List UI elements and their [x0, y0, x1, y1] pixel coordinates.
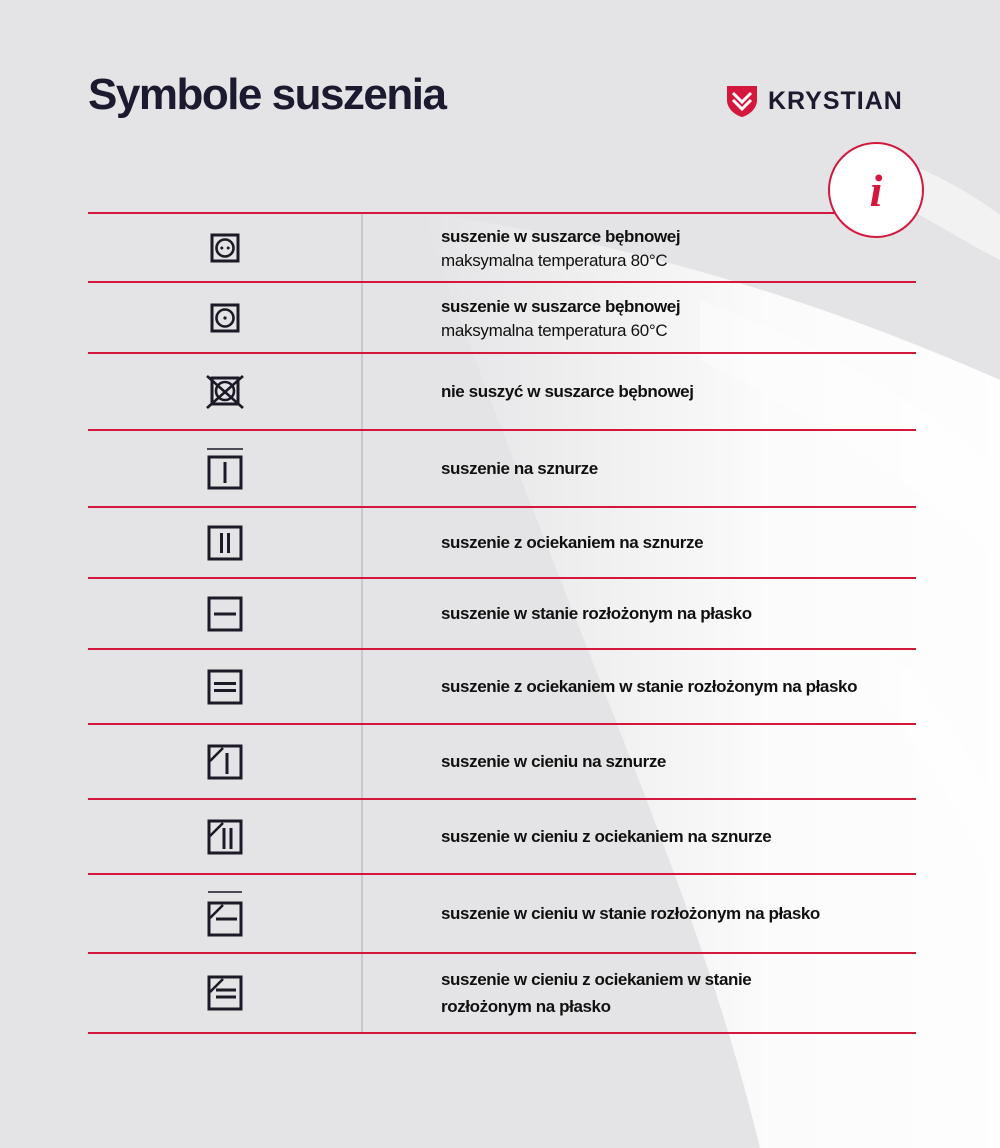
symbols-table — [88, 212, 916, 1034]
symbol-cell — [88, 579, 361, 648]
row-label: suszenie w suszarce bębnowej — [441, 227, 681, 246]
dry-flat-icon — [207, 596, 243, 632]
dry-flat-shade-icon — [206, 890, 244, 938]
symbol-cell — [88, 725, 361, 798]
description-cell — [363, 725, 916, 798]
row-label: suszenie z ociekaniem w stanie rozłożonym na płasko — [441, 677, 858, 696]
drip-dry-flat-shade-icon — [207, 975, 243, 1011]
brand — [724, 84, 903, 118]
info-icon — [828, 142, 924, 238]
tumble-dry-high-icon — [210, 233, 240, 263]
tumble-dry-low-icon — [210, 303, 240, 333]
symbol-cell — [88, 283, 361, 352]
table-row — [88, 800, 916, 875]
symbol-cell — [88, 354, 361, 429]
row-label: suszenie w cieniu z ociekaniem w stanie — [441, 970, 752, 989]
row-label: suszenie na sznurze — [441, 459, 598, 478]
line-dry-shade-icon — [207, 744, 243, 780]
description-cell — [363, 875, 916, 952]
symbol-cell — [88, 650, 361, 723]
row-label-line2: rozłożonym na płasko — [441, 997, 611, 1016]
row-label: suszenie w suszarce bębnowej — [441, 297, 681, 316]
table-row — [88, 212, 916, 283]
line-dry-icon — [205, 447, 245, 491]
description-cell — [363, 508, 916, 577]
symbol-cell — [88, 875, 361, 952]
row-sublabel: maksymalna temperatura 80°C — [441, 251, 668, 270]
description-cell — [363, 431, 916, 506]
do-not-tumble-dry-icon — [205, 374, 245, 410]
table-row — [88, 579, 916, 650]
symbol-cell — [88, 431, 361, 506]
description-cell — [363, 283, 916, 352]
row-label: suszenie w stanie rozłożonym na płasko — [441, 604, 752, 623]
row-label: suszenie w cieniu w stanie rozłożonym na płasko — [441, 904, 820, 923]
description-cell — [363, 579, 916, 648]
page-title: Symbole suszenia — [88, 70, 446, 119]
info-letter: i — [869, 164, 883, 216]
symbol-cell — [88, 954, 361, 1032]
drip-line-dry-shade-icon — [207, 819, 243, 855]
row-label: nie suszyć w suszarce bębnowej — [441, 382, 694, 401]
brand-name: KRYSTIAN — [768, 86, 903, 115]
drip-line-dry-icon — [207, 525, 243, 561]
row-sublabel: maksymalna temperatura 60°C — [441, 321, 668, 340]
description-cell — [363, 354, 916, 429]
symbol-cell — [88, 800, 361, 873]
table-row — [88, 725, 916, 800]
row-label: suszenie w cieniu na sznurze — [441, 752, 666, 771]
symbol-cell — [88, 508, 361, 577]
table-row — [88, 283, 916, 354]
table-row — [88, 354, 916, 431]
row-label: suszenie w cieniu z ociekaniem na sznurze — [441, 827, 772, 846]
table-row — [88, 508, 916, 579]
table-row — [88, 875, 916, 954]
description-cell — [363, 800, 916, 873]
table-row — [88, 650, 916, 725]
description-cell — [363, 214, 916, 281]
symbol-cell — [88, 214, 361, 281]
table-row — [88, 954, 916, 1034]
drip-dry-flat-icon — [207, 669, 243, 705]
table-row — [88, 431, 916, 508]
description-cell — [363, 650, 916, 723]
shield-chevron-logo-icon — [724, 84, 760, 118]
row-label: suszenie z ociekaniem na sznurze — [441, 533, 704, 552]
description-cell — [363, 954, 916, 1032]
